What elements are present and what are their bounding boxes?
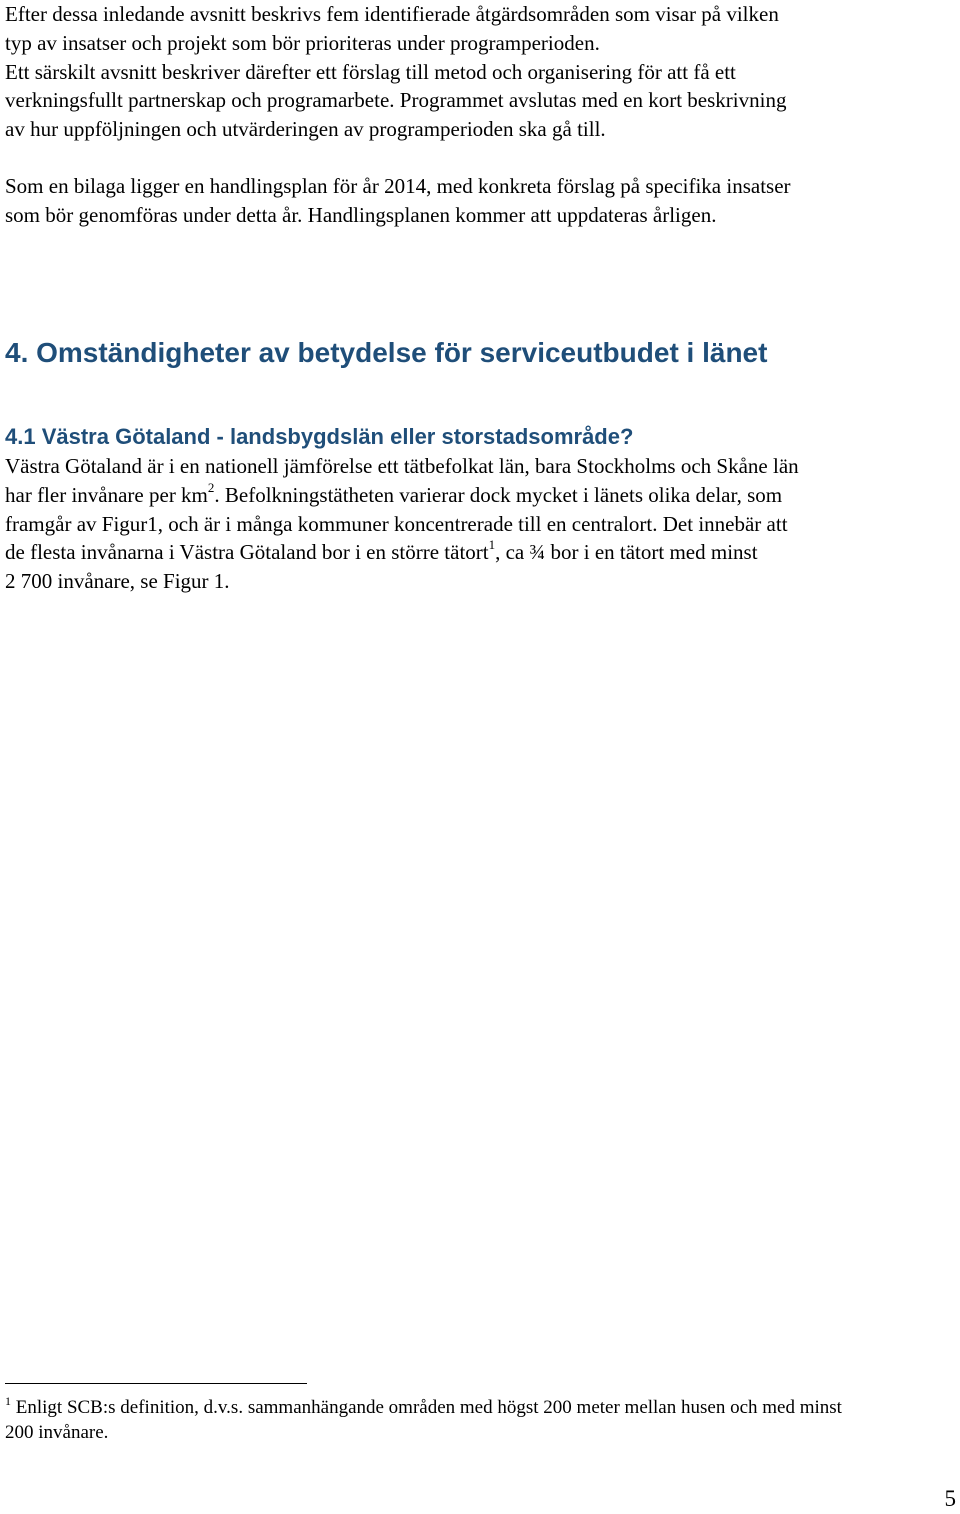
footnote-reference: 1 (488, 537, 496, 553)
text-line: Västra Götaland är i en nationell jämförelse ett tätbefolkat län, bara Stockholms och Skåne län (5, 454, 799, 478)
text-fragment: de flesta invånarna i Västra Götaland bor i en större tätort (5, 540, 489, 565)
text-line: Ett särskilt avsnitt beskriver därefter ett förslag till metod och organisering för att få ett (5, 59, 736, 84)
text-line: verkningsfullt partnerskap och programarbete. Programmet avslutas med en kort beskrivning (5, 88, 787, 113)
footnote-text: Enligt SCB:s definition, d.v.s. sammanhängande områden med högst 200 meter mellan husen och med minst (11, 1397, 842, 1418)
footnote-line: 200 invånare. (5, 1422, 109, 1443)
text-line: 2 700 invånare, se Figur 1. (5, 569, 230, 594)
footnote (5, 1395, 950, 1445)
section-heading: 4. Omständigheter av betydelse för serviceutbudet i länet (5, 337, 768, 368)
superscript: 2 (207, 479, 215, 495)
text-line: av hur uppföljningen och utvärderingen av programperioden ska gå till. (5, 117, 606, 142)
subsection-heading: 4.1 Västra Götaland - landsbygdslän eller storstadsområde? (5, 424, 634, 449)
footnote-separator (5, 1383, 307, 1384)
footnote-line (5, 1395, 950, 1420)
text-line: framgår av Figur1, och är i många kommuner koncentrerade till en centralort. Det innebär att (5, 511, 788, 536)
text-fragment: har fler invånare per km (5, 482, 208, 507)
text-fragment: , ca ¾ bor i en tätort med minst (495, 540, 758, 565)
text-line (5, 538, 957, 567)
footnote-marker: 1 (5, 1393, 11, 1408)
text-line: Som en bilaga ligger en handlingsplan för år 2014, med konkreta förslag på specifika insatser (5, 174, 791, 198)
appendix-paragraph (5, 172, 957, 230)
text-line: Efter dessa inledande avsnitt beskrivs fem identifierade åtgärdsområden som visar på vilken (5, 2, 779, 26)
text-line: typ av insatser och projekt som bör prioriteras under programperioden. (5, 30, 600, 55)
text-line: som bör genomföras under detta år. Handlingsplanen kommer att uppdateras årligen. (5, 202, 717, 227)
page-number: 5 (944, 1486, 956, 1511)
body-paragraph (5, 452, 957, 596)
text-line (5, 481, 957, 510)
text-fragment: . Befolkningstätheten varierar dock mycket i länets olika delar, som (214, 482, 783, 507)
intro-paragraph (5, 0, 957, 144)
